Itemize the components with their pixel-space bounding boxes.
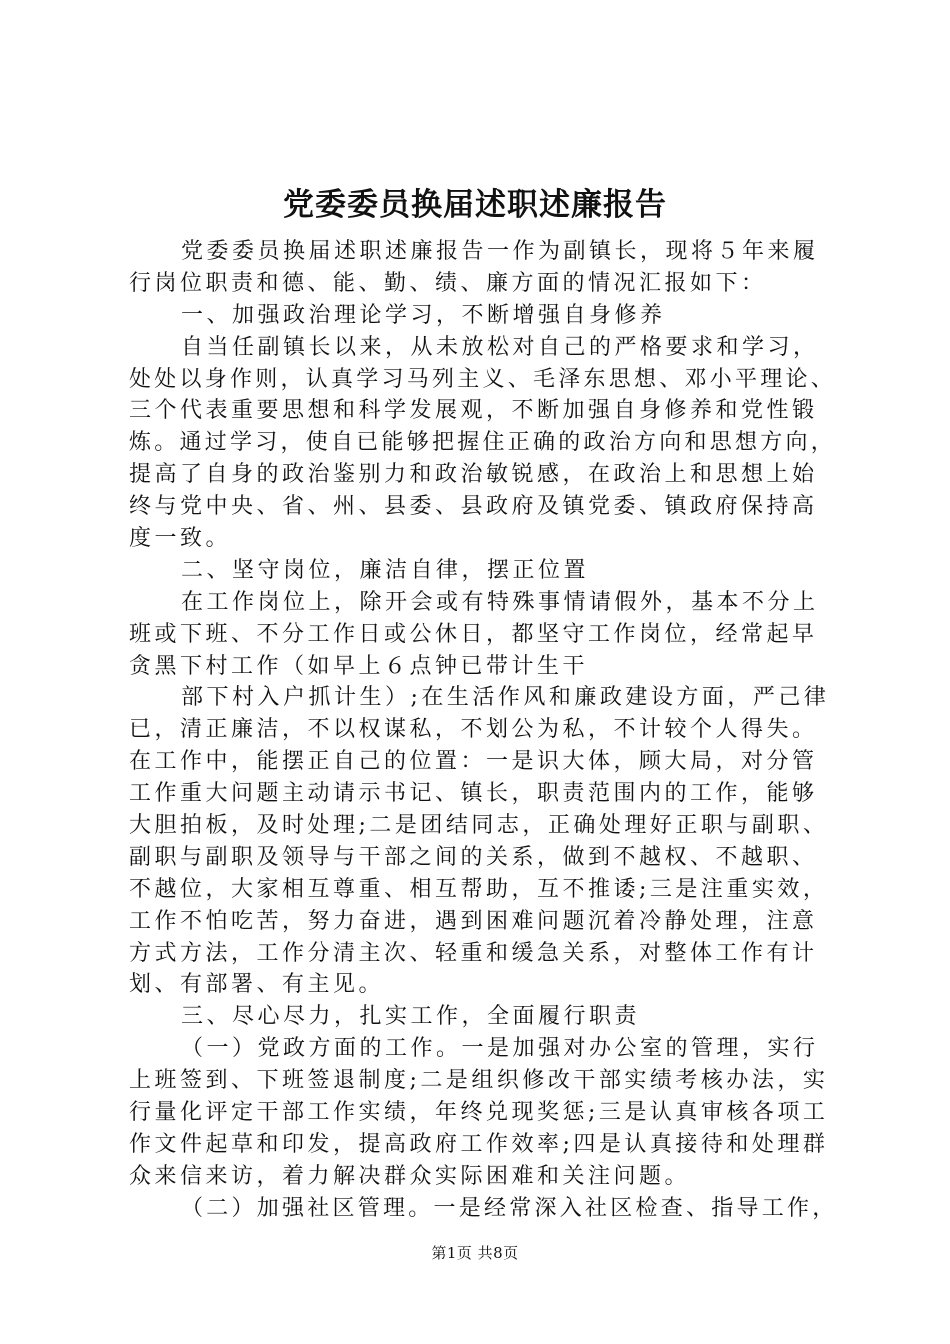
body-line: 行岗位职责和德、能、勤、绩、廉方面的情况汇报如下：: [129, 270, 767, 296]
body-line: 终与党中央、省、州、县委、县政府及镇党委、镇政府保持高: [129, 494, 818, 520]
page-footer: 第1页 共8页: [431, 1244, 519, 1262]
body-line: 贪黑下村工作（如早上６点钟已带计生干: [129, 653, 589, 679]
body-line: （一）党政方面的工作。一是加强对办公室的管理，实行: [181, 1036, 819, 1062]
body-line: 不越位，大家相互尊重、相互帮助，互不推诿;三是注重实效，: [129, 876, 829, 902]
body-line: 三、尽心尽力，扎实工作，全面履行职责: [181, 1004, 641, 1030]
body-line: 度一致。: [129, 526, 232, 552]
body-line: 在工作岗位上，除开会或有特殊事情请假外，基本不分上: [181, 589, 819, 615]
body-line: 一、加强政治理论学习，不断增强自身修养: [181, 302, 666, 328]
body-line: （二）加强社区管理。一是经常深入社区检查、指导工作，: [181, 1195, 838, 1221]
body-line: 大胆拍板，及时处理;二是团结同志，正确处理好正职与副职、: [129, 813, 829, 839]
body-line: 炼。通过学习，使自已能够把握住正确的政治方向和思想方向，: [129, 430, 837, 456]
body-line: 三个代表重要思想和科学发展观，不断加强自身修养和党性锻: [129, 398, 818, 424]
body-line: 自当任副镇长以来，从未放松对自己的严格要求和学习，: [181, 334, 819, 360]
body-line: 工作不怕吃苦，努力奋进，遇到困难问题沉着冷静处理，注意: [129, 908, 818, 934]
document-body: [129, 236, 841, 1225]
body-line: 划、有部署、有主见。: [129, 972, 385, 998]
body-line: 行量化评定干部工作实绩，年终兑现奖惩;三是认真审核各项工: [129, 1100, 829, 1126]
body-line: 众来信来访，着力解决群众实际困难和关注问题。: [129, 1163, 691, 1189]
body-line: 上班签到、下班签退制度;二是组织修改干部实绩考核办法，实: [129, 1068, 829, 1094]
body-line: 副职与副职及领导与干部之间的关系，做到不越权、不越职、: [129, 844, 818, 870]
body-line: 工作重大问题主动请示书记、镇长，职责范围内的工作，能够: [129, 781, 818, 807]
body-line: 作文件起草和印发，提高政府工作效率;四是认真接待和处理群: [129, 1131, 829, 1157]
body-line: 方式方法，工作分清主次、轻重和缓急关系，对整体工作有计: [129, 940, 818, 966]
body-line: 已，清正廉洁，不以权谋私，不划公为私，不计较个人得失。: [129, 717, 818, 743]
body-line: 在工作中，能摆正自己的位置：一是识大体，顾大局，对分管: [129, 749, 818, 775]
body-line: 班或下班、不分工作日或公休日，都坚守工作岗位，经常起早: [129, 621, 818, 647]
body-line: 处处以身作则，认真学习马列主义、毛泽东思想、邓小平理论、: [129, 366, 837, 392]
body-line: 二、坚守岗位，廉洁自律，摆正位置: [181, 557, 590, 583]
body-line: 提高了自身的政治鉴别力和政治敏锐感，在政治上和思想上始: [129, 462, 818, 488]
document-title: 党委委员换届述职述廉报告: [283, 187, 667, 223]
body-line: 部下村入户抓计生）;在生活作风和廉政建设方面，严己律: [181, 685, 830, 711]
body-line: 党委委员换届述职述廉报告一作为副镇长，现将５年来履: [181, 239, 819, 264]
